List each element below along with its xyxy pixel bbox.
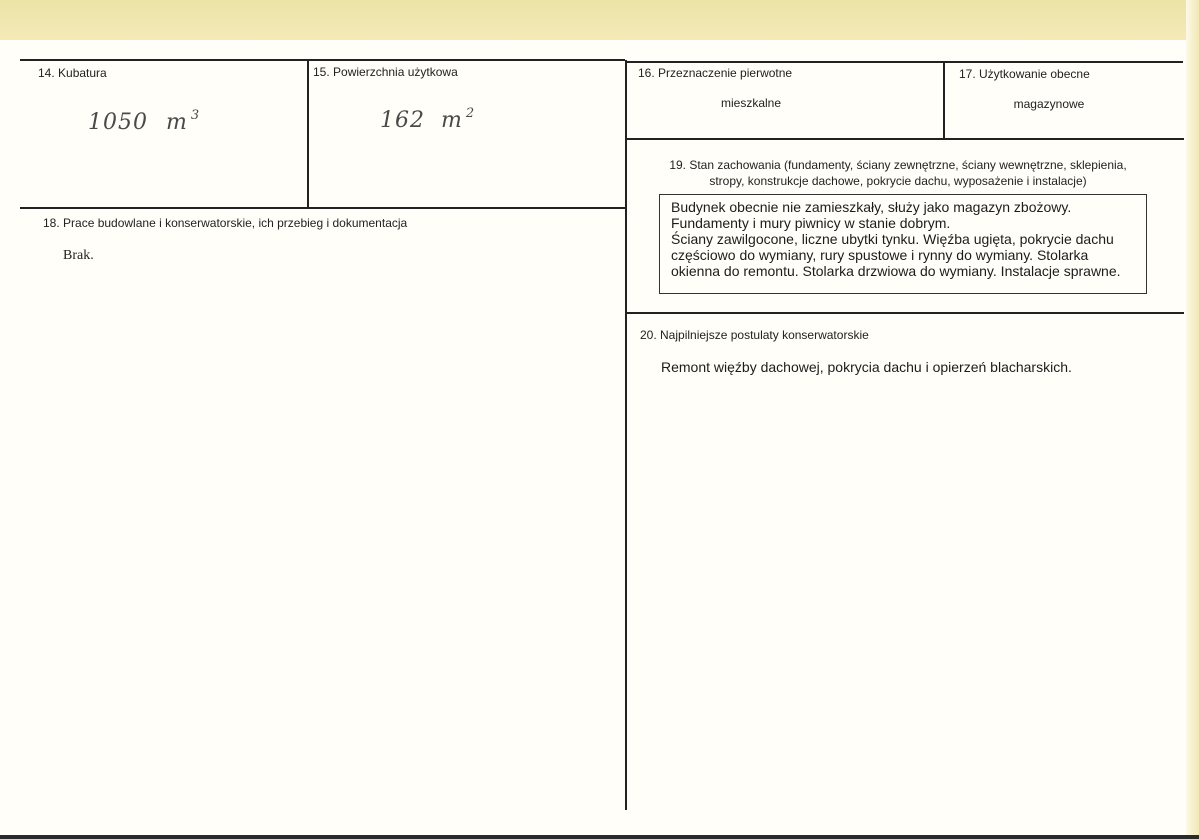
rule-below-19 xyxy=(626,312,1184,314)
field-14-unit: m xyxy=(166,110,188,135)
field-19-line: Ściany zawilgocone, liczne ubytki tynku. Więźba ugięta, pokrycie dachu xyxy=(671,231,1114,247)
field-19-label-line-1: 19. Stan zachowania (fundamenty, ściany zewnętrzne, ściany wewnętrzne, sklepienia, xyxy=(669,158,1127,172)
field-15-handwritten-value xyxy=(380,106,475,133)
field-17-value: magazynowe xyxy=(1013,97,1085,111)
field-19-line: Budynek obecnie nie zamieszkały, służy jako magazyn zbożowy. xyxy=(671,199,1072,215)
field-18-label: 18. Prace budowlane i konserwatorskie, ich przebieg i dokumentacja xyxy=(43,216,408,230)
field-17-label: 17. Użytkowanie obecne xyxy=(959,67,1090,81)
field-19-label xyxy=(638,157,1158,189)
card-right-edge xyxy=(1186,0,1199,839)
field-16-value: mieszkalne xyxy=(720,96,782,110)
field-20-value: Remont więźby dachowej, pokrycia dachu i opierzeń blacharskich. xyxy=(661,359,1072,375)
divider-14-15 xyxy=(307,60,309,208)
field-14-exponent: 3 xyxy=(190,108,201,123)
field-19-line: częściowo do wymiany, rury spustowe i rynny do wymiany. Stolarka xyxy=(671,247,1089,263)
field-15-number: 162 xyxy=(380,108,425,133)
card-bottom-edge xyxy=(0,835,1199,839)
field-15-exponent: 2 xyxy=(465,106,476,121)
field-19-line: Fundamenty i mury piwnicy w stanie dobrym. xyxy=(671,215,951,231)
card-top-band xyxy=(0,0,1199,40)
field-16-label: 16. Przeznaczenie pierwotne xyxy=(638,66,793,80)
rule-below-16-17 xyxy=(626,138,1184,140)
field-14-number: 1050 xyxy=(88,110,148,135)
top-rule-right xyxy=(625,61,1183,63)
field-19-label-line-2: stropy, konstrukcje dachowe, pokrycie dachu, wyposażenie i instalacje) xyxy=(709,174,1087,188)
field-15-unit: m xyxy=(441,108,463,133)
rule-above-18 xyxy=(20,207,626,209)
field-19-line: okienna do remontu. Stolarka drzwiowa do wymiany. Instalacje sprawne. xyxy=(671,263,1121,279)
field-19-text-box xyxy=(659,194,1147,294)
field-14-handwritten-value xyxy=(88,108,200,135)
field-15-label: 15. Powierzchnia użytkowa xyxy=(313,65,458,79)
top-rule-left xyxy=(20,59,625,61)
field-20-label: 20. Najpilniejsze postulaty konserwatorskie xyxy=(640,328,869,342)
field-18-value: Brak. xyxy=(63,248,94,263)
center-divider xyxy=(625,60,627,810)
field-14-label: 14. Kubatura xyxy=(38,66,107,80)
